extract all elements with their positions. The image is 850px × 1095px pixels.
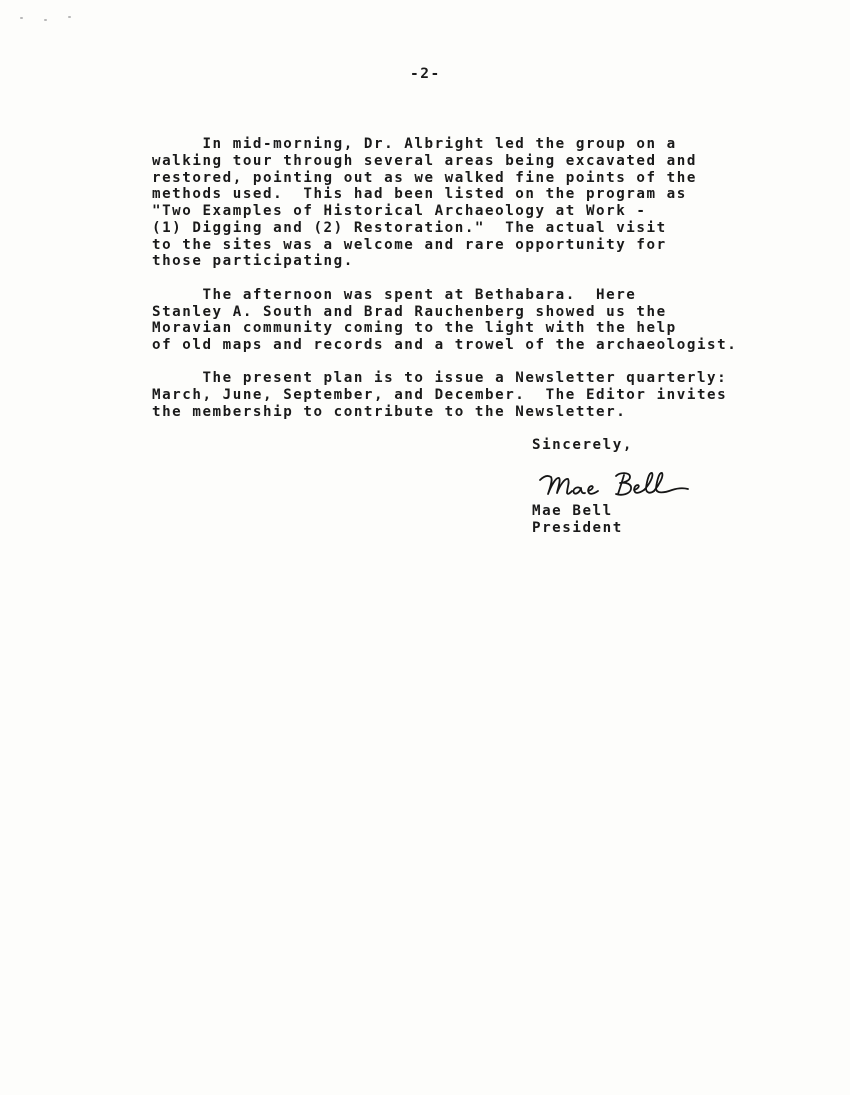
paragraph-line: "Two Examples of Historical Archaeology at Work -: [152, 203, 647, 219]
scan-speck: [20, 17, 23, 19]
paragraph-line: In mid-morning, Dr. Albright led the group on a: [152, 136, 677, 152]
paragraph-line: The present plan is to issue a Newsletter quarterly:: [152, 370, 728, 386]
paragraph-line: (1) Digging and (2) Restoration." The actual visit: [152, 220, 667, 236]
paragraph-line: restored, pointing out as we walked fine points of the: [152, 170, 697, 186]
paragraph-line: to the sites was a welcome and rare opportunity for: [152, 237, 667, 253]
paragraph-line: those participating.: [152, 253, 354, 269]
paragraph-line: walking tour through several areas being excavated and: [152, 153, 697, 169]
signer-title: President: [532, 520, 623, 536]
scan-specks: [20, 14, 80, 24]
paragraph-line: The afternoon was spent at Bethabara. Here: [152, 287, 637, 303]
paragraph-line: Stanley A. South and Brad Rauchenberg showed us the: [152, 304, 667, 320]
scan-speck: [68, 16, 71, 18]
paragraph-line: March, June, September, and December. The Editor invites: [152, 387, 728, 403]
page-number: -2-: [410, 66, 441, 82]
signer-name: Mae Bell: [532, 503, 613, 519]
paragraph-line: methods used. This had been listed on the program as: [152, 186, 687, 202]
paragraph-line: Moravian community coming to the light with the help: [152, 320, 677, 336]
scan-speck: [44, 19, 47, 21]
handwritten-signature: [536, 466, 692, 504]
salutation: Sincerely,: [532, 437, 633, 453]
paragraph-line: the membership to contribute to the Newsletter.: [152, 404, 627, 420]
paragraph-line: of old maps and records and a trowel of the archaeologist.: [152, 337, 738, 353]
